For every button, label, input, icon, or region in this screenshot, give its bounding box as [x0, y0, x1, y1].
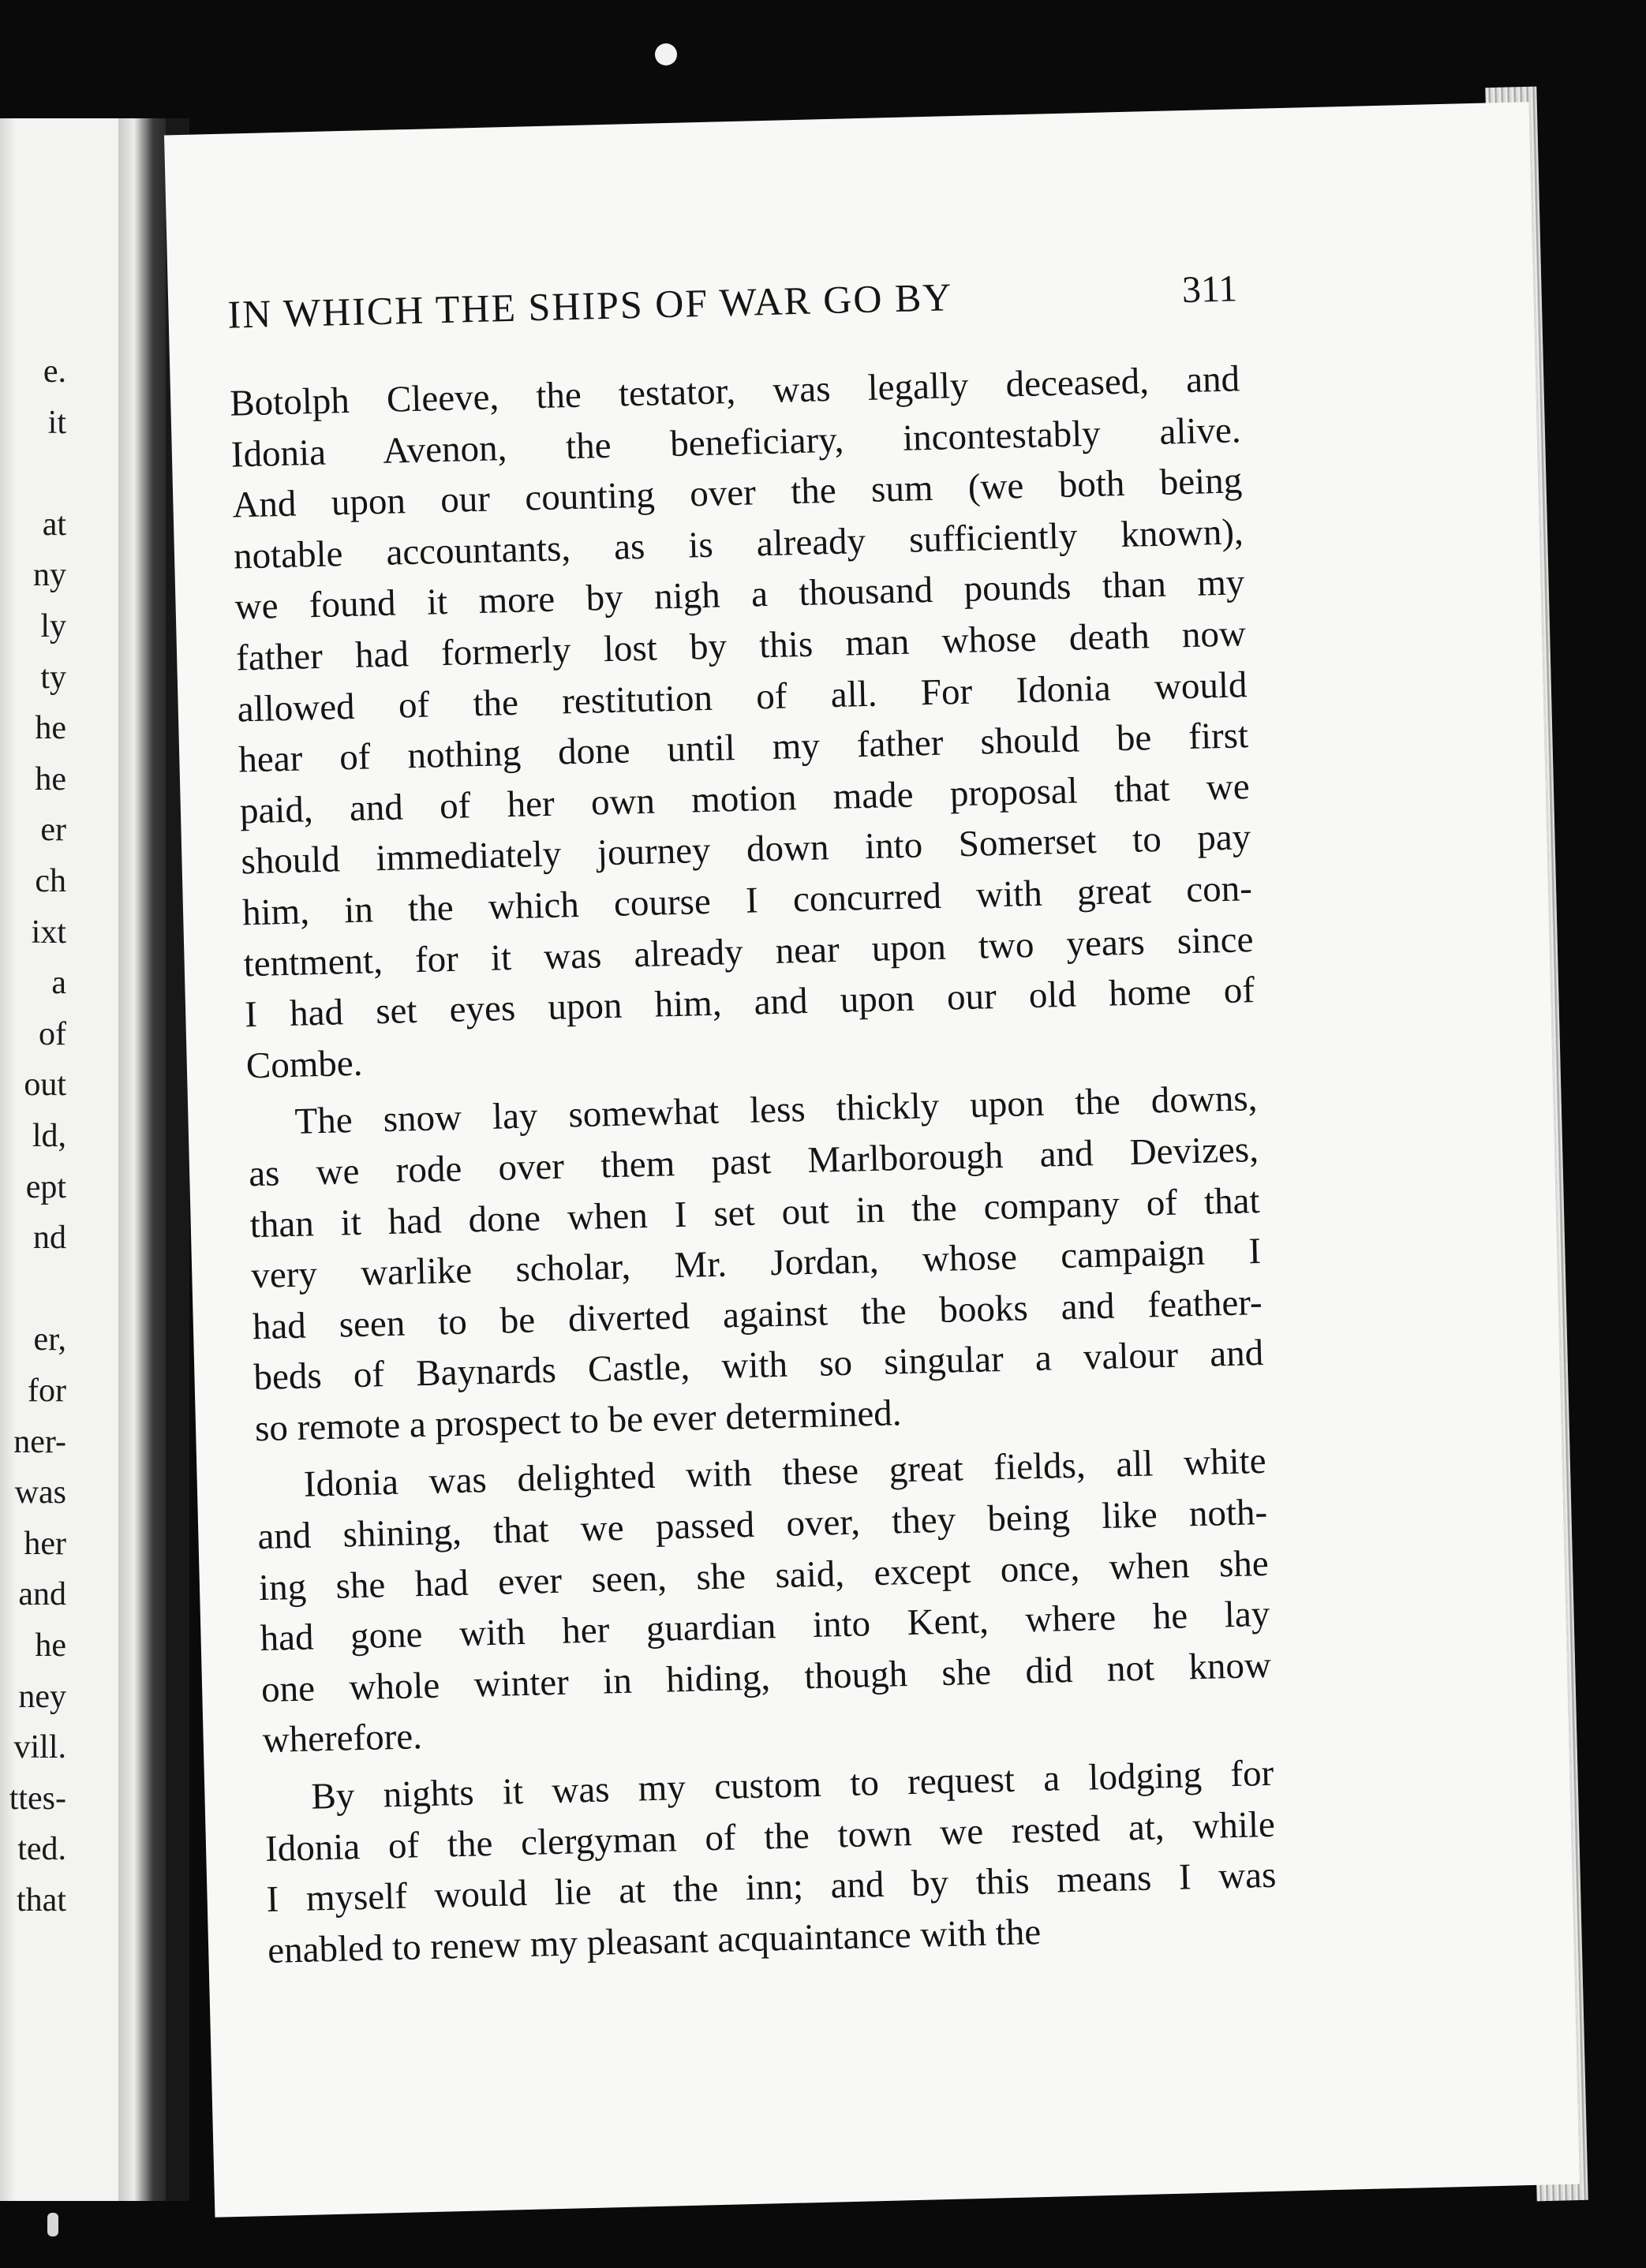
- paragraph: [256, 1436, 1273, 1766]
- text-line: hear of nothing done until my father should be first: [238, 715, 1249, 781]
- left-page-fragment: vill.: [13, 1729, 66, 1766]
- page-number: 311: [1181, 267, 1238, 312]
- left-page-fragment: a: [51, 965, 66, 1002]
- text-line: I myself would lie at the inn; and by this means I was: [266, 1854, 1277, 1921]
- left-page-fragment: ch: [35, 863, 66, 899]
- left-page-fragment: ttes-: [9, 1780, 66, 1817]
- left-page-fragment: ly: [40, 608, 66, 645]
- left-facing-page: [0, 118, 118, 2201]
- text-line: beds of Baynards Castle, with so singular a valour and: [253, 1332, 1264, 1399]
- text-line: Idonia was delighted with these great fields, all white: [303, 1440, 1267, 1506]
- text-line: paid, and of her own motion made proposal that we: [239, 765, 1251, 832]
- left-page-fragment: ld,: [32, 1118, 66, 1154]
- running-head: [227, 267, 1239, 354]
- scan-bottom-mark: [47, 2213, 58, 2236]
- left-page-fragment: ney: [18, 1678, 66, 1715]
- left-page-fragment: was: [14, 1474, 66, 1511]
- text-line: enabled to renew my pleasant acquaintance with the: [267, 1911, 1042, 1971]
- scan-registration-dot: [655, 43, 677, 65]
- paragraph: [247, 1073, 1266, 1454]
- left-page-fragment: he: [35, 710, 66, 747]
- left-page-fragment: ner-: [13, 1423, 66, 1460]
- text-line: and shining, that we passed over, they being like noth-: [256, 1491, 1268, 1558]
- left-page-fragment: for: [28, 1373, 66, 1409]
- text-line: should immediately journey down into Somerset to pay: [240, 816, 1251, 883]
- text-line: than it had done when I set out in the company of that: [249, 1179, 1261, 1246]
- book-page: [164, 102, 1580, 2217]
- text-line: tentment, for it was already near upon two years since: [243, 918, 1254, 985]
- text-line: father had formerly lost by this man whose death now: [235, 613, 1247, 679]
- text-line: as we rode over them past Marlborough and Devizes,: [248, 1128, 1259, 1195]
- text-line: very warlike scholar, Mr. Jordan, whose campaign I: [250, 1231, 1262, 1297]
- left-page-fragment: ny: [33, 557, 66, 594]
- left-page-fragment: e.: [43, 353, 66, 390]
- left-page-fragment: it: [47, 404, 66, 441]
- text-line: allowed of the restitution of all. For Idonia would: [237, 663, 1248, 730]
- left-page-fragment: her: [24, 1525, 66, 1562]
- left-page-fragment: out: [24, 1067, 66, 1104]
- text-line: we found it more by nigh a thousand pounds than my: [234, 562, 1245, 628]
- left-page-fragment: and: [18, 1576, 66, 1613]
- left-page-fragment: ted.: [17, 1831, 66, 1868]
- left-page-fragment: ty: [40, 659, 66, 696]
- text-line: one whole winter in hiding, though she did not know: [260, 1644, 1272, 1710]
- left-page-fragment: that: [17, 1882, 66, 1919]
- running-head-title: IN WHICH THE SHIPS OF WAR GO BY: [226, 275, 954, 337]
- text-line: I had set eyes upon him, and upon our old home of: [244, 970, 1255, 1036]
- text-line: ing she had ever seen, she said, except once, when she: [258, 1542, 1270, 1609]
- body-text: [230, 353, 1278, 1976]
- text-line: Combe.: [245, 1042, 363, 1087]
- left-page-text-fragments: [0, 118, 118, 2201]
- left-page-fragment: er: [40, 812, 66, 849]
- text-line: notable accountants, as is already sufficiently known),: [233, 511, 1244, 577]
- text-line: wherefore.: [262, 1716, 423, 1762]
- left-page-fragment: nd: [33, 1220, 66, 1257]
- left-page-fragment: ept: [25, 1168, 66, 1205]
- text-line: so remote a prospect to be ever determined.: [254, 1392, 903, 1450]
- paragraph: [230, 353, 1257, 1091]
- text-line: had seen to be diverted against the books and feather-: [252, 1281, 1263, 1347]
- text-line: Idonia of the clergyman of the town we rested at, while: [264, 1803, 1276, 1870]
- left-page-fragment: at: [42, 506, 66, 543]
- text-line: had gone with her guardian into Kent, where he lay: [259, 1594, 1270, 1660]
- left-page-fragment: ixt: [31, 914, 66, 951]
- text-line: By nights it was my custom to request a lodging for: [310, 1752, 1274, 1818]
- text-line: The snow lay somewhat less thickly upon the downs,: [294, 1078, 1258, 1143]
- text-line: Botolph Cleeve, the testator, was legally deceased, and: [229, 358, 1240, 424]
- paragraph: [264, 1748, 1278, 1977]
- text-line: And upon our counting over the sum (we both being: [231, 460, 1243, 526]
- left-page-fragment: er,: [33, 1321, 66, 1358]
- left-page-fragment: he: [35, 760, 66, 798]
- text-line: him, in the which course I concurred with great con-: [241, 868, 1253, 934]
- page-content: [227, 267, 1278, 1982]
- left-page-fragment: of: [39, 1015, 66, 1052]
- text-line: Idonia Avenon, the beneficiary, incontestably alive.: [230, 409, 1242, 476]
- left-page-fragment: he: [35, 1627, 66, 1664]
